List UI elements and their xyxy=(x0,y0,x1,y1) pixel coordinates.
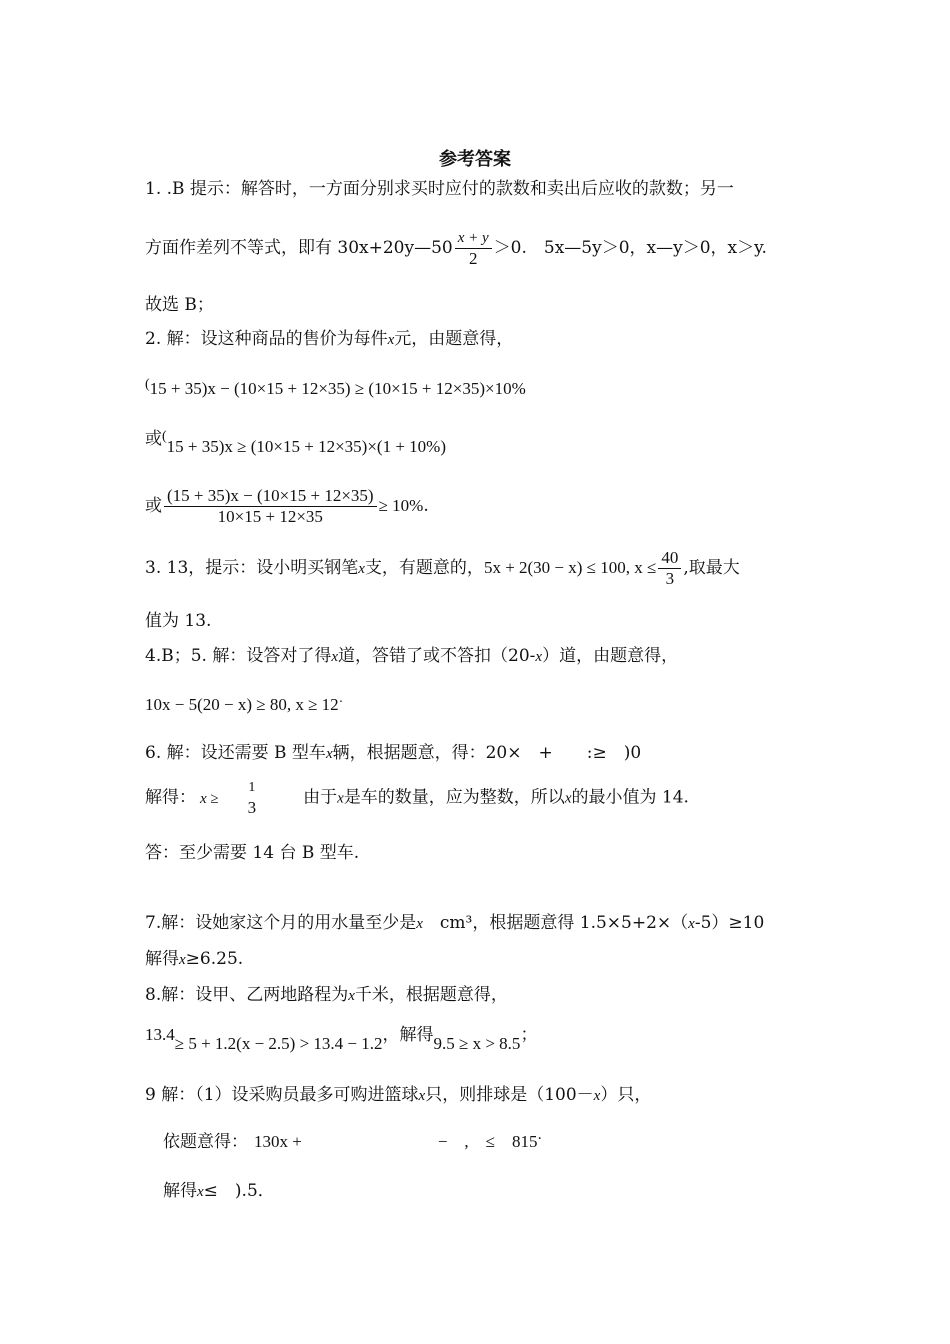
q9-var: x xyxy=(418,1088,426,1104)
q9-line1-post: ）只， xyxy=(600,1085,652,1105)
q7-var: x xyxy=(416,916,423,932)
q6-var: x xyxy=(325,746,333,762)
q45-line1-mid: 道，答错了或不答扣（20- xyxy=(338,646,536,666)
q9-line1-pre: 9 解：（1）设采购员最多可购进篮球 xyxy=(145,1085,419,1105)
q8-line1 xyxy=(145,984,508,1007)
q2-eq3-num: (15 + 35)x − (10×15 + 12×35) xyxy=(164,486,377,507)
q6-line2-pre: 解得： xyxy=(145,787,196,808)
q2-line1-pre: 2. 解：设这种商品的售价为每件 xyxy=(145,329,388,349)
q6-frac-num: 1 xyxy=(248,780,256,795)
q6-line1 xyxy=(145,742,641,765)
q45-line1-post: ）道，由题意得， xyxy=(542,646,679,666)
q8-line1-pre: 8.解：设甲、乙两地路程为 xyxy=(145,985,349,1005)
q2-eq3-end: . xyxy=(423,496,429,516)
q8-eq xyxy=(145,1024,538,1053)
q9-line2-end: · xyxy=(537,1131,542,1147)
q2-or-label-1: 或 xyxy=(145,429,162,449)
q9-line2-eq: 130x + − , ≤ 815 xyxy=(254,1132,538,1151)
q7-line1-pre: 7.解：设她家这个月的用水量至少是 xyxy=(145,913,417,933)
q2-eq3-fraction xyxy=(164,486,377,527)
q9-line1 xyxy=(145,1084,651,1107)
q9-line2 xyxy=(163,1128,542,1153)
q8-line1-post: 千米，根据题意得， xyxy=(354,985,508,1005)
q6-line2-ineq: x ≥ xyxy=(200,790,219,807)
q8-eq-d: 9.5 ≥ x > 8.5 xyxy=(433,1034,521,1053)
q1-line3: 故选 B； xyxy=(145,295,214,315)
q6-fraction xyxy=(245,778,260,818)
q6-line2-post: 的最小值为 14. xyxy=(571,787,689,808)
q1-line2 xyxy=(145,228,767,269)
q3-frac-num: 40 xyxy=(658,548,681,569)
q6-var2: x xyxy=(337,790,344,807)
q7-line2-pre: 解得 xyxy=(145,949,179,969)
q45-var2: x xyxy=(535,649,543,665)
q8-eq-e: ； xyxy=(520,1025,538,1044)
q7-line1-post: cm³，根据题意得 1.5×5+2×（ xyxy=(422,913,689,933)
q2-eq3-row xyxy=(145,486,429,527)
q9-line1-mid: 只，则排球是（100－ xyxy=(425,1085,594,1105)
q3-line1 xyxy=(145,548,740,589)
q6-line3: 答：至少需要 14 台 B 型车. xyxy=(145,843,360,863)
q3-fraction xyxy=(658,548,681,589)
q8-eq-b: ≥ 5 + 1.2(x − 2.5) > 13.4 − 1.2 xyxy=(174,1034,383,1053)
q6-line2-mid2: 是车的数量，应为整数，所以 xyxy=(343,787,565,808)
q6-var3: x xyxy=(564,790,572,807)
q6-line2-mid: 由于 xyxy=(303,787,338,808)
q6-line2 xyxy=(145,778,689,818)
q8-var: x xyxy=(348,988,355,1004)
q45-line1 xyxy=(145,645,678,668)
q9-line3-post: ≤ ).5． xyxy=(203,1181,275,1201)
q8-eq-c: ，解得 xyxy=(382,1025,434,1045)
q45-eq-end: · xyxy=(338,695,344,710)
q7-line1 xyxy=(145,912,764,935)
q7-var2: x xyxy=(688,916,695,932)
q1-frac-num: x + y xyxy=(455,228,492,249)
q45-var: x xyxy=(331,649,339,665)
q45-eq xyxy=(145,692,343,716)
q2-line1-post: 元，由题意得， xyxy=(394,329,514,349)
q7-line2 xyxy=(145,948,243,971)
q7-line1-end: -5）≥10 xyxy=(694,913,765,933)
q1-line2-pre: 方面作差列不等式，即有 30x+20y—50 xyxy=(145,238,453,258)
q3-line1-mid: 支，有题意的， xyxy=(364,558,484,578)
q2-eq1-open: ( xyxy=(145,377,150,392)
q7-var3: x xyxy=(179,952,186,968)
page-title: 参考答案 xyxy=(439,149,511,170)
q7-line2-post: ≥6.25. xyxy=(185,949,244,969)
q2-eq2-open: ( xyxy=(162,429,167,444)
q3-line1-pre: 3. 13，提示：设小明买钢笔 xyxy=(145,558,359,578)
q8-eq-a: 13.4 xyxy=(145,1025,175,1044)
q2-line1 xyxy=(145,328,513,351)
q2-var: x xyxy=(387,332,395,348)
q9-var2: x xyxy=(593,1088,601,1104)
q3-frac-den: 3 xyxy=(665,569,675,588)
q2-eq1-text: 15 + 35)x − (10×15 + 12×35) ≥ (10×15 + 12×35)×10% xyxy=(149,379,526,398)
q6-line1-post: 辆，根据题意，得：20× + :≥ )0 xyxy=(332,743,642,763)
q9-var3: x xyxy=(197,1184,204,1200)
q3-line1-post: ,取最大 xyxy=(683,558,740,578)
q1-line1: 1. .B 提示：解答时，一方面分别求买时应付的款数和卖出后应收的款数；另一 xyxy=(145,179,734,199)
q1-frac-den: 2 xyxy=(468,249,478,268)
q45-line1-pre: 4.B；5. 解：设答对了得 xyxy=(145,646,332,666)
q6-frac-den: 3 xyxy=(247,798,257,817)
q3-line2: 值为 13. xyxy=(145,611,212,631)
q1-fraction xyxy=(455,228,492,269)
q2-or-label-2: 或 xyxy=(145,496,162,516)
q1-line2-post: ＞0. 5x—5y＞0，x—y＞0，x＞y. xyxy=(493,238,767,258)
q9-line2-pre: 依题意得： xyxy=(163,1132,248,1152)
q3-var: x xyxy=(358,561,365,577)
q2-eq2-text: 15 + 35)x ≥ (10×15 + 12×35)×(1 + 10%) xyxy=(166,437,446,456)
q6-line1-pre: 6. 解：设还需要 B 型车 xyxy=(145,743,326,763)
q2-eq3-post: ≥ 10% xyxy=(378,496,424,515)
q9-line3-pre: 解得 xyxy=(163,1181,197,1201)
q9-line3 xyxy=(163,1180,275,1203)
q2-eq3-den: 10×15 + 12×35 xyxy=(217,507,323,526)
q3-eq: 5x + 2(30 − x) ≤ 100, x ≤ xyxy=(483,558,657,577)
q45-eq-text: 10x − 5(20 − x) ≥ 80, x ≥ 12 xyxy=(145,695,339,714)
q2-eq2-row xyxy=(145,426,446,456)
q2-eq1 xyxy=(145,374,526,400)
